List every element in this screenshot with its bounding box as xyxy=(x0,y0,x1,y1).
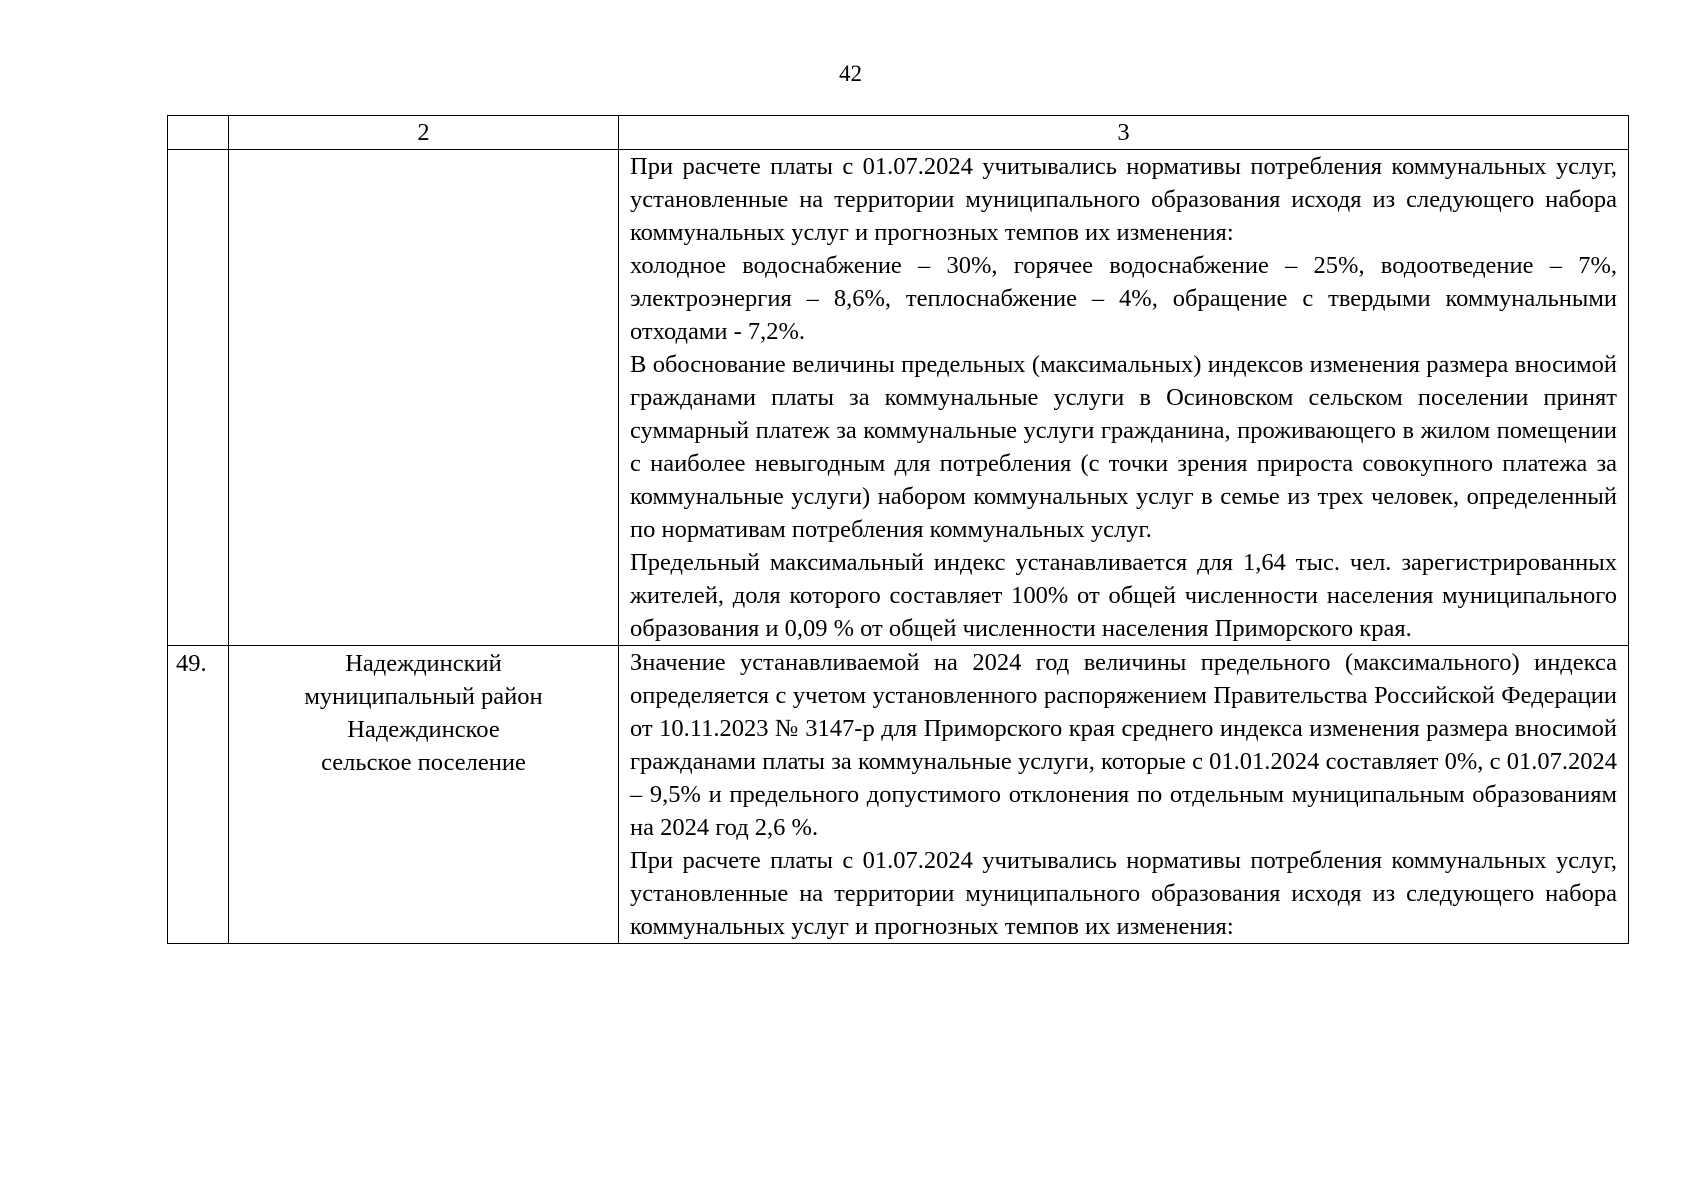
paragraph: При расчете платы с 01.07.2024 учитывались нормативы потребления коммунальных услуг, установленные на территории муниципального образования исходя из следующего набора коммунальных услуг и прогнозных темпов их изменения: xyxy=(630,847,1617,940)
document-table xyxy=(167,115,1629,944)
description-cell xyxy=(619,646,1629,944)
municipality-name xyxy=(229,150,619,646)
table-row xyxy=(168,150,1629,646)
description-cell xyxy=(619,150,1629,646)
paragraph: При расчете платы с 01.07.2024 учитывались нормативы потребления коммунальных услуг, установленные на территории муниципального образования исходя из следующего набора коммунальных услуг и прогнозных темпов их изменения: xyxy=(630,153,1617,246)
municipality-name xyxy=(229,646,619,944)
municipality-name-line: муниципальный район xyxy=(304,683,543,710)
column-header-2: 2 xyxy=(229,116,619,150)
paragraph: Значение устанавливаемой на 2024 год величины предельного (максимального) индекса определяется с учетом установленного распоряжением Правительства Российской Федерации от 10.11.2023 № 3147-р для Приморского края среднего индекса изменения размера вносимой гражданами платы за коммунальные услуги, которые с 01.01.2024 составляет 0%, с 01.07.2024 – 9,5% и предельного допустимого отклонения по отдельным муниципальным образованиям на 2024 год 2,6 %. xyxy=(630,649,1617,841)
row-number: 49. xyxy=(168,646,229,944)
paragraph: Предельный максимальный индекс устанавливается для 1,64 тыс. чел. зарегистрированных жителей, доля которого составляет 100% от общей численности населения муниципального образования и 0,09 % от общей численности населения Приморского края. xyxy=(630,549,1617,642)
municipality-name-line: Надеждинское xyxy=(347,716,500,743)
table-row xyxy=(168,646,1629,944)
paragraph: В обоснование величины предельных (максимальных) индексов изменения размера вносимой гражданами платы за коммунальные услуги в Осиновском сельском поселении принят суммарный платеж за коммунальные услуги гражданина, проживающего в жилом помещении с наиболее невыгодным для потребления (с точки зрения прироста совокупного платежа за коммунальные услуги) набором коммунальных услуг в семье из трех человек, определенный по нормативам потребления коммунальных услуг. xyxy=(630,351,1617,543)
page-number: 42 xyxy=(839,61,862,86)
municipality-name-line: сельское поселение xyxy=(321,749,526,776)
column-header-1 xyxy=(168,116,229,150)
row-number xyxy=(168,150,229,646)
table-header-row xyxy=(168,116,1629,150)
municipality-name-line: Надеждинский xyxy=(345,650,502,677)
column-header-3: 3 xyxy=(619,116,1629,150)
paragraph: холодное водоснабжение – 30%, горячее водоснабжение – 25%, водоотведение – 7%, электроэнергия – 8,6%, теплоснабжение – 4%, обращение с твердыми коммунальными отходами - 7,2%. xyxy=(630,252,1617,345)
